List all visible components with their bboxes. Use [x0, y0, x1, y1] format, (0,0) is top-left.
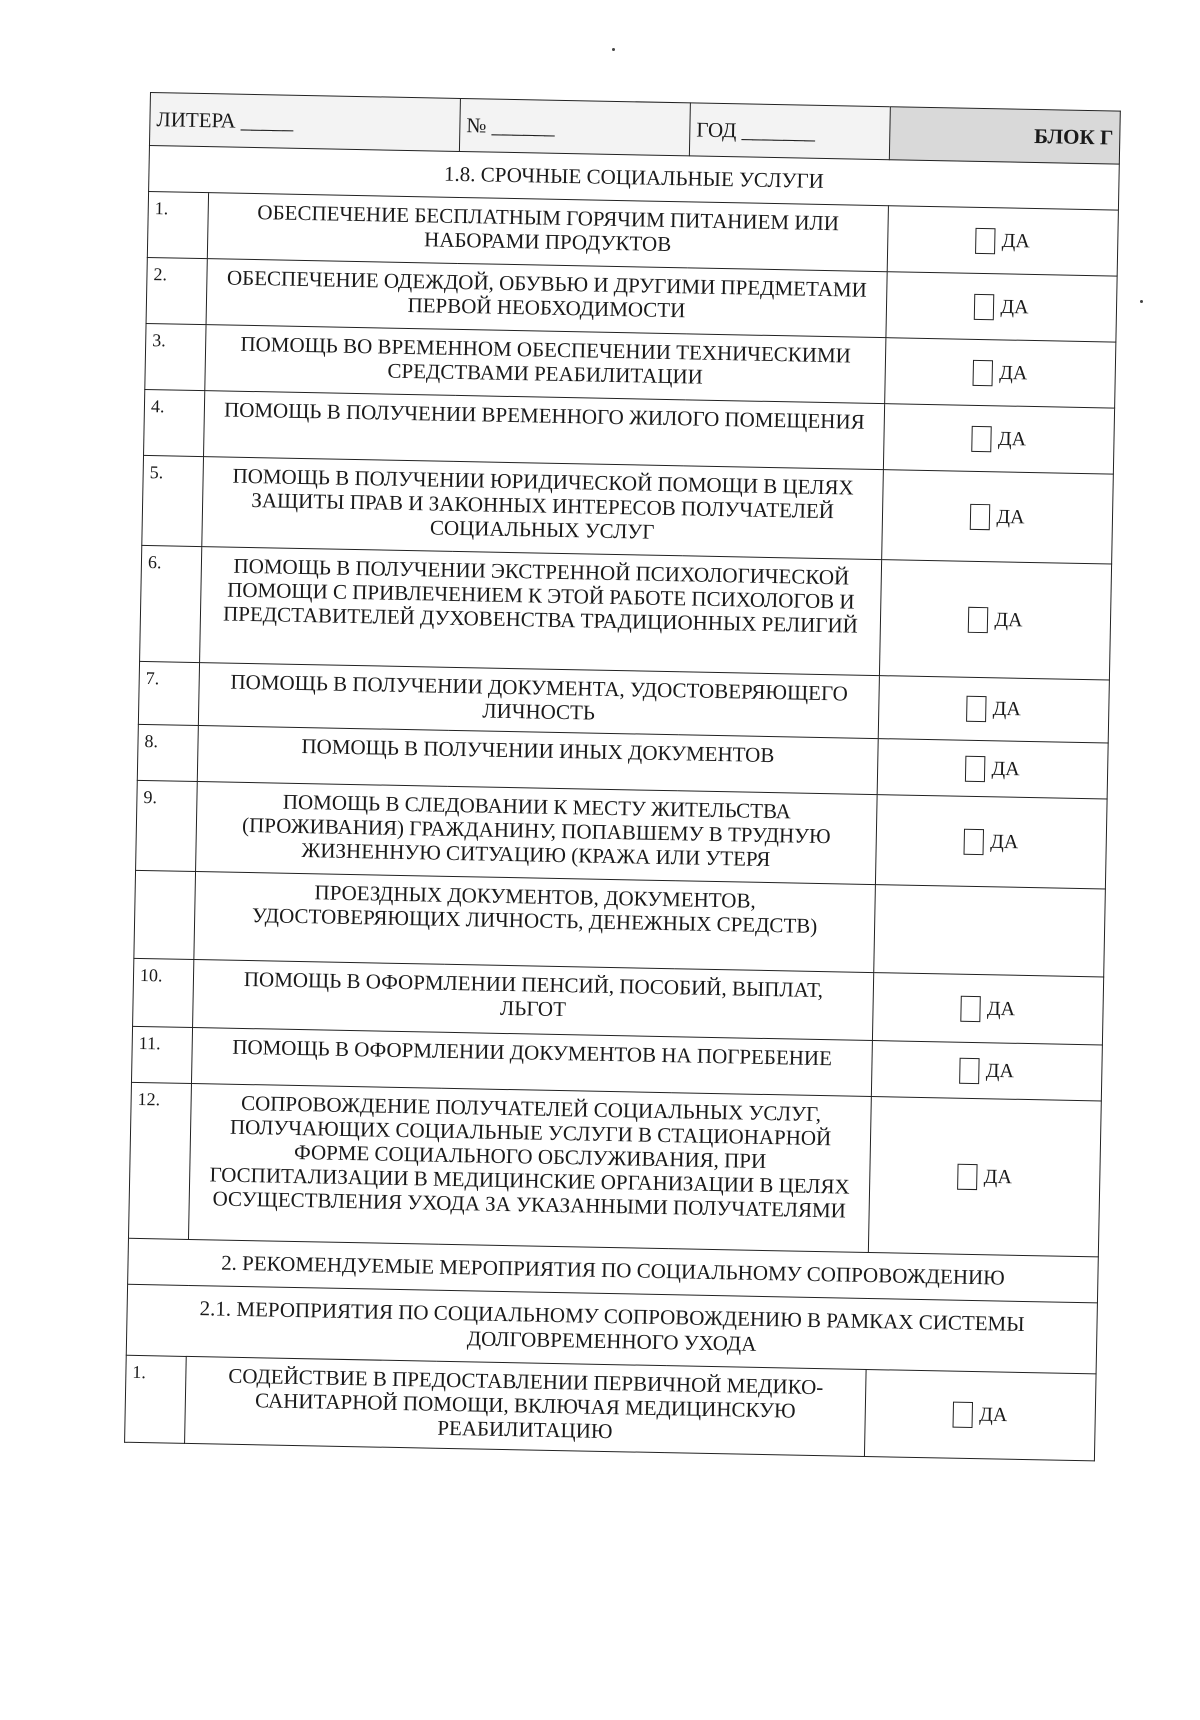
item-number: 3.: [145, 323, 206, 390]
item-number: 4.: [144, 389, 205, 456]
checkbox[interactable]: [973, 359, 993, 385]
item-description: ПОМОЩЬ В ПОЛУЧЕНИИ ИНЫХ ДОКУМЕНТОВ: [197, 726, 878, 795]
form-table: [124, 92, 1121, 1461]
item-number: 1.: [125, 1355, 187, 1443]
number-field[interactable]: № ______: [459, 98, 690, 155]
checkbox[interactable]: [965, 755, 985, 781]
item-number: 1.: [147, 191, 208, 258]
item-description: ПОМОЩЬ В ПОЛУЧЕНИИ ДОКУМЕНТА, УДОСТОВЕРЯЮЩЕГО ЛИЧНОСТЬ: [198, 663, 879, 739]
checkbox-label: ДА: [992, 697, 1022, 721]
checkbox[interactable]: [961, 995, 981, 1021]
item-number: 9.: [136, 780, 198, 871]
section-2-1-title: 2.1. МЕРОПРИЯТИЯ ПО СОЦИАЛЬНОМУ СОПРОВОЖДЕНИЮ В РАМКАХ СИСТЕМЫ ДОЛГОВРЕМЕННОГО УХОДА: [126, 1284, 1097, 1374]
checkbox-label: ДА: [999, 361, 1028, 384]
checkbox-label: ДА: [996, 505, 1025, 528]
checkbox-label: ДА: [990, 830, 1019, 853]
checkbox[interactable]: [970, 503, 990, 529]
item-mark-cell: [872, 973, 1103, 1045]
item-description: СОПРОВОЖДЕНИЕ ПОЛУЧАТЕЛЕЙ СОЦИАЛЬНЫХ УСЛУГ, ПОЛУЧАЮЩИХ СОЦИАЛЬНЫЕ УСЛУГИ В СТАЦИОНАРНОЙ ФОРМЕ СОЦИАЛЬНОГО ОБСЛУЖИВАНИЯ, ПРИ ГОСПИТАЛИЗАЦИИ В МЕДИЦИНСКИЕ ОРГАНИЗАЦИИ В ЦЕЛЯХ ОСУЩЕСТВЛЕНИЯ УХОДА ЗА УКАЗАННЫМИ ПОЛУЧАТЕЛЯМИ: [188, 1083, 871, 1252]
section-2-title: 2. РЕКОМЕНДУЕМЫЕ МЕРОПРИЯТИЯ ПО СОЦИАЛЬНОМУ СОПРОВОЖДЕНИЮ: [128, 1238, 1099, 1303]
item-description: ОБЕСПЕЧЕНИЕ ОДЕЖДОЙ, ОБУВЬЮ И ДРУГИМИ ПРЕДМЕТАМИ ПЕРВОЙ НЕОБХОДИМОСТИ: [206, 259, 887, 338]
checkbox-label: ДА: [985, 1059, 1015, 1082]
checkbox-label: ДА: [997, 427, 1027, 450]
checkbox[interactable]: [967, 696, 987, 722]
item-mark-cell: [875, 795, 1107, 889]
item-mark-cell: [868, 1097, 1101, 1257]
item-number: 11.: [131, 1026, 192, 1083]
checkbox[interactable]: [976, 227, 996, 253]
item-mark-cell: [886, 272, 1117, 342]
item-mark-cell: [879, 560, 1111, 680]
section-1-8-title: 1.8. СРОЧНЫЕ СОЦИАЛЬНЫЕ УСЛУГИ: [149, 145, 1120, 210]
scan-speck: [1140, 300, 1143, 303]
checkbox-label: ДА: [994, 608, 1023, 631]
item-description: СОДЕЙСТВИЕ В ПРЕДОСТАВЛЕНИИ ПЕРВИЧНОЙ МЕДИКО-САНИТАРНОЙ ПОМОЩИ, ВКЛЮЧАЯ МЕДИЦИНСКУЮ РЕАБИЛИТАЦИЮ: [185, 1356, 867, 1456]
checkbox[interactable]: [968, 606, 988, 632]
item-number: 12.: [128, 1082, 191, 1239]
service-row: [125, 1355, 1097, 1461]
item-description: ПОМОЩЬ В ПОЛУЧЕНИИ ВРЕМЕННОГО ЖИЛОГО ПОМЕЩЕНИЯ: [204, 391, 885, 470]
checkbox[interactable]: [958, 1163, 978, 1189]
checkbox[interactable]: [964, 828, 984, 854]
item-mark-cell: [885, 338, 1116, 408]
item-mark-cell: [878, 676, 1109, 743]
year-field[interactable]: ГОД _______: [689, 103, 890, 160]
item-mark-cell: [864, 1369, 1096, 1460]
item-number: 2.: [146, 257, 207, 324]
checkbox[interactable]: [974, 293, 994, 319]
checkbox-label: ДА: [983, 1165, 1013, 1188]
item-mark-cell: [874, 885, 1106, 977]
item-description: ПОМОЩЬ ВО ВРЕМЕННОМ ОБЕСПЕЧЕНИИ ТЕХНИЧЕСКИМИ СРЕДСТВАМИ РЕАБИЛИТАЦИИ: [205, 325, 886, 404]
litera-field[interactable]: ЛИТЕРА _____: [149, 93, 460, 152]
item-number: 8.: [137, 724, 198, 781]
item-description: ПОМОЩЬ В ОФОРМЛЕНИИ ДОКУМЕНТОВ НА ПОГРЕБЕНИЕ: [191, 1027, 872, 1096]
item-mark-cell: [871, 1041, 1102, 1101]
item-number: [134, 870, 196, 959]
item-mark-cell: [882, 470, 1114, 564]
checkbox-label: ДА: [1000, 295, 1029, 318]
item-number: 7.: [138, 661, 199, 725]
item-description: ПОМОЩЬ В СЛЕДОВАНИИ К МЕСТУ ЖИТЕЛЬСТВА (ПРОЖИВАНИЯ) ГРАЖДАНИНУ, ПОПАВШЕМУ В ТРУДНУЮ ЖИЗНЕННУЮ СИТУАЦИЮ (КРАЖА ИЛИ УТЕРЯ: [196, 782, 878, 885]
item-number: 5.: [142, 455, 204, 546]
checkbox-label: ДА: [979, 1403, 1008, 1427]
item-description: ОБЕСПЕЧЕНИЕ БЕСПЛАТНЫМ ГОРЯЧИМ ПИТАНИЕМ ИЛИ НАБОРАМИ ПРОДУКТОВ: [207, 193, 888, 272]
block-label: БЛОК Г: [889, 107, 1120, 164]
item-number: 10.: [133, 958, 194, 1027]
form-page: [124, 92, 1120, 1461]
item-number: 6.: [140, 545, 202, 662]
service-row: [128, 1082, 1101, 1257]
item-mark-cell: [883, 404, 1114, 474]
checkbox-label: ДА: [991, 757, 1020, 780]
item-mark-cell: [887, 206, 1118, 276]
checkbox[interactable]: [972, 425, 992, 451]
checkbox-label: ДА: [986, 997, 1016, 1020]
item-description: ПРОЕЗДНЫХ ДОКУМЕНТОВ, ДОКУМЕНТОВ, УДОСТОВЕРЯЮЩИХ ЛИЧНОСТЬ, ДЕНЕЖНЫХ СРЕДСТВ): [194, 872, 876, 973]
scan-speck: [612, 48, 615, 51]
item-description: ПОМОЩЬ В ПОЛУЧЕНИИ ЭКСТРЕННОЙ ПСИХОЛОГИЧЕСКОЙ ПОМОЩИ С ПРИВЛЕЧЕНИЕМ К ЭТОЙ РАБОТЕ ПСИХОЛОГОВ И ПРЕДСТАВИТЕЛЕЙ ДУХОВЕНСТВА ТРАДИЦИОННЫХ РЕЛИГИЙ: [200, 547, 882, 676]
service-row: [140, 545, 1112, 680]
checkbox[interactable]: [953, 1402, 973, 1428]
checkbox[interactable]: [960, 1057, 980, 1083]
checkbox-label: ДА: [1001, 229, 1031, 252]
item-description: ПОМОЩЬ В ОФОРМЛЕНИИ ПЕНСИЙ, ПОСОБИЙ, ВЫПЛАТ, ЛЬГОТ: [193, 960, 874, 1041]
item-mark-cell: [877, 739, 1108, 799]
item-description: ПОМОЩЬ В ПОЛУЧЕНИИ ЮРИДИЧЕСКОЙ ПОМОЩИ В ЦЕЛЯХ ЗАЩИТЫ ПРАВ И ЗАКОННЫХ ИНТЕРЕСОВ ПОЛУЧАТЕЛЕЙ СОЦИАЛЬНЫХ УСЛУГ: [202, 457, 884, 560]
